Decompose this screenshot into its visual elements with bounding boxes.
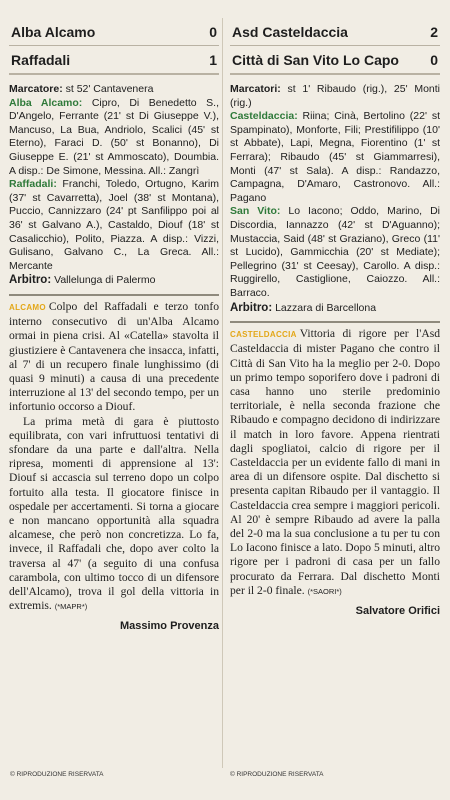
lineup-away xyxy=(9,178,219,273)
lineup-home xyxy=(230,110,440,205)
lineup-home-text: Cipro, Di Benedetto S., D'Angelo, Ferrante (21' st Di Giuseppe V.), Mancuso, La Bua, Andriolo, Scalici (45' st Eterno), Faraci D. (50' st Bonanno), Di Giuseppe E. (21' st Ammoscato), Doumbia. A disp.: De Simone, Messina. All.: Zangrì xyxy=(9,96,219,177)
home-team-row xyxy=(230,18,440,45)
article-kicker: ALCAMO xyxy=(9,302,46,312)
lineup-home xyxy=(9,97,219,179)
home-team-name: Asd Casteldaccia xyxy=(232,23,348,40)
lineup-away-text: Lo Iacono; Oddo, Marino, Di Discordia, Iannazzo (42' st D'Aguanno); Mustaccia, Said (48' st Graziano), Greco (11' st Lucido), Gammicchia (20' st Mediate); Pellegrino (31' st Ceesay), Carollo. A disp.: Ruggirello, Castiglione, Caiozzo. All.: Barraco. xyxy=(230,205,441,299)
article-paragraph xyxy=(230,327,440,599)
match-report-casteldaccia xyxy=(230,18,440,617)
section-rule xyxy=(9,294,219,296)
referee-label: Arbitro: xyxy=(9,274,52,287)
lineup-away xyxy=(230,205,440,300)
away-team-score: 0 xyxy=(430,51,438,68)
article-tag: (*MAPR*) xyxy=(54,602,88,612)
lineup-home-text: Riina; Cinà, Bertolino (22' st Spampinato), Monforte, Fili; Prestifilippo (10' st Abbate), Lapi, Megna, Fiorentino (1' st Ferrara); Ribaudo (45' st Giammarresi), Monti (47' st Sala). A disp.: Randazzo, Campagna, D'Amaro, Castronovo. All.: Pagano xyxy=(230,110,440,204)
scoreboard xyxy=(230,18,440,75)
scoreboard xyxy=(9,18,219,75)
referee-text: Lazzara di Barcellona xyxy=(275,301,377,314)
match-info xyxy=(230,83,440,315)
home-team-score: 0 xyxy=(209,23,217,40)
column-divider xyxy=(222,18,223,768)
lineup-home-label: Casteldaccia: xyxy=(230,110,298,123)
article-paragraph-text: La prima metà di gara è piuttosto equilibrata, con vari infruttuosi tentativi di sfondare da una parte e dall'altra. Nella ripresa, momenti di apprensione al 13': Diouf si accascia sul terreno dopo un colpo fortuito alla testa. Il giocatore finisce in ospedale per accertamenti. Si torna a giocare e non mancano opportunità alla squadra alcamese, che però non concretizza. Lo fa, invece, il Raffadali che, dopo aver colto la traversa al 47' (a seguito di una confusa carambola, con ultimo tocco di un difensore dell'Alcamo), trova il gol della vittoria in extremis. xyxy=(9,414,219,613)
article-kicker: CASTELDACCIA xyxy=(230,330,297,340)
scorers-text: st 1' Ribaudo (rig.), 25' Monti (rig.) xyxy=(230,83,440,109)
away-team-row xyxy=(9,45,219,73)
lineup-away-label: Raffadali: xyxy=(9,178,57,191)
match-info xyxy=(9,83,219,288)
lineup-home-label: Alba Alcamo: xyxy=(9,96,83,109)
scorers-line xyxy=(9,83,219,97)
article-paragraph xyxy=(9,300,219,415)
home-team-row xyxy=(9,18,219,45)
away-team-score: 1 xyxy=(209,51,217,68)
article-author: Massimo Provenza xyxy=(119,620,219,633)
article-author: Salvatore Orifici xyxy=(355,604,440,617)
section-rule xyxy=(230,321,440,323)
article-body xyxy=(9,300,219,614)
referee-line xyxy=(230,302,440,316)
lineup-away-label: San Vito: xyxy=(230,205,281,218)
away-team-name: Raffadali xyxy=(11,51,71,68)
lineup-away-text: Franchi, Toledo, Ortugno, Karim (37' st Cavarretta), Joel (38' st Montana), Puccio, Cannizzaro (24' pt Sanfilippo poi al 36' st Galvano A.), Castaldo, Diouf (18' st Casalicchio), Polito, Piazza. A disp.: Vizzi, Gulisano, Galvano C., La Greca. All.: Mercante xyxy=(9,178,219,272)
home-team-score: 2 xyxy=(430,23,438,40)
away-team-row xyxy=(230,45,440,73)
away-team-name: Città di San Vito Lo Capo xyxy=(232,51,399,68)
referee-line xyxy=(9,274,219,288)
article-lead: Colpo del Raffadali e terzo tonfo interno consecutivo di un'Alba Alcamo ormai in piena crisi. Al «Catella» stavolta il giustiziere è Cantavenera che insacca, infatti, al 7' di un recupero finale lunghissimo (di quasi 9 minuti) a causa di una precedente interruzione al 13' del secondo tempo, per un infortunio occorso a Diouf. xyxy=(9,299,219,414)
article-lead: Vittoria di rigore per l'Asd Casteldaccia di mister Pagano che contro il Città di San Vito ha la meglio per 2-0. Dopo un primo tempo soporifero dove i padroni di casa hanno uno sterile predominio territoriale, è nella seconda frazione che Ribaudo e compagno decidono di indirizzare il match in loro favore. Appena rientrati dagli spogliatoi, calcio di rigore per il Casteldaccia per un evidente fallo di mani in area di un difensore ospite. Dal dischetto si presenta capitan Ribaudo per il vantaggio. Il Casteldaccia crea sempre i maggiori pericoli. Al 20' è sempre Ribaudo ad avere la palla del 2-0 ma la sua conclusione a tu per tu con Lo Iacono finisce a lato. Dopo 5 minuti, altro rigore per i padroni di casa per un fallo procurato da Ferrara. Dal dischetto Monti per il 2-0 finale. xyxy=(230,327,440,597)
article-body xyxy=(230,327,440,599)
scorers-text: st 52' Cantavenera xyxy=(65,83,154,95)
copyright-notice: © RIPRODUZIONE RISERVATA xyxy=(230,771,324,778)
home-team-name: Alba Alcamo xyxy=(11,23,96,40)
copyright-notice: © RIPRODUZIONE RISERVATA xyxy=(10,771,104,778)
article-tag: (*SAORI*) xyxy=(307,586,342,596)
match-report-alcamo xyxy=(9,18,219,632)
article-paragraph xyxy=(9,415,219,615)
scorers-line xyxy=(230,83,440,110)
scorers-label: Marcatore: xyxy=(9,83,63,95)
scorers-label: Marcatori: xyxy=(230,83,281,95)
referee-text: Vallelunga di Palermo xyxy=(54,274,156,287)
referee-label: Arbitro: xyxy=(230,301,273,314)
